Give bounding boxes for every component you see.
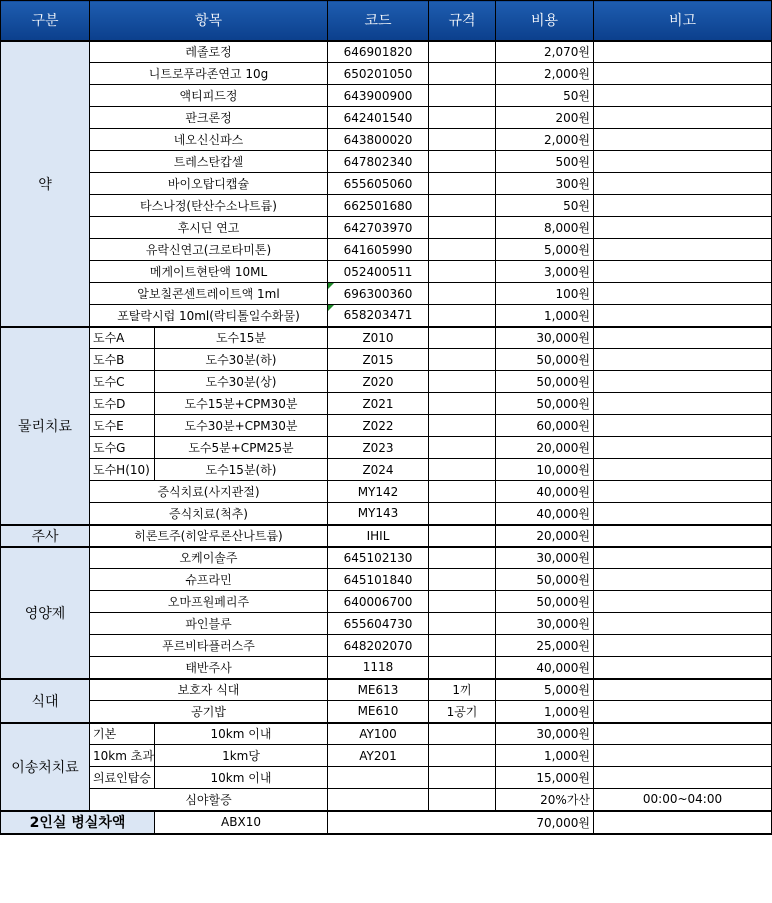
sub-cell: 도수C: [90, 371, 155, 393]
note-cell: [594, 239, 772, 261]
spec-cell: [429, 349, 496, 371]
cost-cell: 15,000원: [496, 767, 594, 789]
code-cell: 647802340: [328, 151, 429, 173]
cost-cell: 20%가산: [496, 789, 594, 811]
category-room: 2인실 병실차액: [1, 811, 155, 834]
spec-cell: [429, 767, 496, 789]
note-cell: [594, 41, 772, 63]
header-spec: 규격: [429, 1, 496, 41]
code-cell: 642703970: [328, 217, 429, 239]
code-cell: 696300360: [328, 283, 429, 305]
cost-cell: 1,000원: [496, 701, 594, 723]
code-cell: 648202070: [328, 635, 429, 657]
item-cell: 10km 이내: [155, 767, 328, 789]
code-cell: Z022: [328, 415, 429, 437]
sub-cell: 도수D: [90, 393, 155, 415]
cost-cell: 2,000원: [496, 63, 594, 85]
spec-cell: [429, 173, 496, 195]
item-cell: 1km당: [155, 745, 328, 767]
table-row: [1, 767, 772, 789]
header-category: 구분: [1, 1, 90, 41]
sub-cell: 도수B: [90, 349, 155, 371]
table-row: [1, 327, 772, 349]
table-row: [1, 789, 772, 811]
code-cell: Z020: [328, 371, 429, 393]
spec-cell: [429, 525, 496, 547]
code-cell: 645101840: [328, 569, 429, 591]
note-cell: [594, 415, 772, 437]
note-cell: [594, 481, 772, 503]
header-item: 항목: [90, 1, 328, 41]
item-cell: 메게이트현탄액 10ML: [90, 261, 328, 283]
note-cell: [594, 525, 772, 547]
code-cell: ME613: [328, 679, 429, 701]
table-row: [1, 613, 772, 635]
spec-cell: [429, 151, 496, 173]
spec-cell: [429, 459, 496, 481]
item-cell: 파인블루: [90, 613, 328, 635]
code-cell: 052400511: [328, 261, 429, 283]
code-cell: Z021: [328, 393, 429, 415]
code-cell: 642401540: [328, 107, 429, 129]
table-row: [1, 217, 772, 239]
cost-cell: 30,000원: [496, 547, 594, 569]
spec-cell: [429, 415, 496, 437]
table-row: [1, 503, 772, 525]
spec-cell: [429, 591, 496, 613]
cost-cell: 50원: [496, 85, 594, 107]
sub-cell: 기본: [90, 723, 155, 745]
cost-cell: 30,000원: [496, 613, 594, 635]
code-cell: [328, 767, 429, 789]
spec-cell: [429, 745, 496, 767]
item-cell: 증식치료(척추): [90, 503, 328, 525]
table-row: [1, 481, 772, 503]
note-cell: 00:00~04:00: [594, 789, 772, 811]
sub-cell: 의료인탑승: [90, 767, 155, 789]
item-cell: 트레스탄캅셀: [90, 151, 328, 173]
spec-cell: [429, 261, 496, 283]
note-cell: [594, 811, 772, 834]
item-cell: 푸르비타플러스주: [90, 635, 328, 657]
item-cell: 증식치료(사지관절): [90, 481, 328, 503]
note-cell: [594, 613, 772, 635]
sub-cell: 도수G: [90, 437, 155, 459]
table-row: [1, 525, 772, 547]
item-cell: 바이오탑디캡슐: [90, 173, 328, 195]
item-cell: 도수15분(하): [155, 459, 328, 481]
table-row: [1, 63, 772, 85]
table-row: [1, 239, 772, 261]
item-cell: 도수30분+CPM30분: [155, 415, 328, 437]
header-cost: 비용: [496, 1, 594, 41]
cost-cell: 1,000원: [496, 305, 594, 327]
item-cell: 도수30분(하): [155, 349, 328, 371]
spec-cell: [429, 437, 496, 459]
note-cell: [594, 503, 772, 525]
item-cell: 네오신신파스: [90, 129, 328, 151]
category-meal: 식대: [1, 679, 90, 723]
cost-cell: 200원: [496, 107, 594, 129]
table-row: [1, 459, 772, 481]
table-row: [1, 261, 772, 283]
code-cell: MY143: [328, 503, 429, 525]
code-cell: 640006700: [328, 591, 429, 613]
cost-cell: 50,000원: [496, 591, 594, 613]
item-cell: 오케이솔주: [90, 547, 328, 569]
note-cell: [594, 547, 772, 569]
table-row: [1, 569, 772, 591]
spec-cell: [429, 657, 496, 679]
code-cell: 643800020: [328, 129, 429, 151]
cost-cell: 5,000원: [496, 679, 594, 701]
category-nutrition: 영양제: [1, 547, 90, 679]
header-note: 비고: [594, 1, 772, 41]
code-cell: 658203471: [328, 305, 429, 327]
table-row: [1, 701, 772, 723]
spec-cell: [429, 481, 496, 503]
item-cell: 도수15분: [155, 327, 328, 349]
cost-cell: 10,000원: [496, 459, 594, 481]
cost-cell: 60,000원: [496, 415, 594, 437]
item-cell: ABX10: [155, 811, 328, 834]
note-cell: [594, 327, 772, 349]
table-row: [1, 591, 772, 613]
code-cell: 655604730: [328, 613, 429, 635]
spec-cell: [429, 283, 496, 305]
spec-cell: [429, 85, 496, 107]
table-row: [1, 85, 772, 107]
spec-cell: [429, 723, 496, 745]
note-cell: [594, 173, 772, 195]
code-cell: Z024: [328, 459, 429, 481]
cost-cell: 2,070원: [496, 41, 594, 63]
table-row: [1, 547, 772, 569]
code-cell: AY100: [328, 723, 429, 745]
item-cell: 도수15분+CPM30분: [155, 393, 328, 415]
code-cell: 645102130: [328, 547, 429, 569]
code-cell: 641605990: [328, 239, 429, 261]
sub-cell: 도수H(10): [90, 459, 155, 481]
cost-cell: 30,000원: [496, 723, 594, 745]
item-cell: 유락신연고(크로타미톤): [90, 239, 328, 261]
item-cell: 타스나정(탄산수소나트륨): [90, 195, 328, 217]
item-cell: 도수5분+CPM25분: [155, 437, 328, 459]
code-cell: 643900900: [328, 85, 429, 107]
note-cell: [594, 217, 772, 239]
table-row: [1, 393, 772, 415]
note-cell: [594, 107, 772, 129]
table-row: [1, 151, 772, 173]
code-cell: Z015: [328, 349, 429, 371]
spec-cell: 1끼: [429, 679, 496, 701]
note-cell: [594, 745, 772, 767]
cost-cell: 30,000원: [496, 327, 594, 349]
note-cell: [594, 635, 772, 657]
note-cell: [594, 151, 772, 173]
cost-cell: 100원: [496, 283, 594, 305]
note-cell: [594, 129, 772, 151]
table-row: [1, 305, 772, 327]
note-cell: [594, 767, 772, 789]
note-cell: [594, 63, 772, 85]
spec-cell: [429, 239, 496, 261]
cost-cell: 50,000원: [496, 393, 594, 415]
table-row: [1, 129, 772, 151]
code-cell: AY201: [328, 745, 429, 767]
sub-cell: 도수E: [90, 415, 155, 437]
item-cell: 레졸로정: [90, 41, 328, 63]
note-cell: [594, 701, 772, 723]
table-row: [1, 679, 772, 701]
table-row: [1, 107, 772, 129]
item-cell: 알보칠콘센트레이트액 1ml: [90, 283, 328, 305]
table-row: [1, 657, 772, 679]
code-cell: [328, 789, 429, 811]
spec-cell: [429, 195, 496, 217]
spec-cell: [429, 217, 496, 239]
spec-cell: [429, 63, 496, 85]
cost-cell: 70,000원: [328, 811, 594, 834]
category-transfer: 이송처치료: [1, 723, 90, 811]
note-cell: [594, 723, 772, 745]
code-cell: ME610: [328, 701, 429, 723]
sub-cell: 10km 초과: [90, 745, 155, 767]
cost-cell: 2,000원: [496, 129, 594, 151]
code-cell: 655605060: [328, 173, 429, 195]
note-cell: [594, 195, 772, 217]
item-cell: 히론트주(히알루론산나트륨): [90, 525, 328, 547]
table-row: [1, 173, 772, 195]
spec-cell: [429, 393, 496, 415]
note-cell: [594, 261, 772, 283]
cost-cell: 40,000원: [496, 503, 594, 525]
table-row: [1, 41, 772, 63]
table-row: [1, 415, 772, 437]
cost-cell: 20,000원: [496, 437, 594, 459]
spec-cell: [429, 613, 496, 635]
item-cell: 포탈락시럽 10ml(락티톨일수화물): [90, 305, 328, 327]
note-cell: [594, 437, 772, 459]
item-cell: 액티피드정: [90, 85, 328, 107]
item-cell: 도수30분(상): [155, 371, 328, 393]
code-cell: 646901820: [328, 41, 429, 63]
table-row: [1, 371, 772, 393]
spec-cell: 1공기: [429, 701, 496, 723]
table-row: [1, 635, 772, 657]
cost-cell: 1,000원: [496, 745, 594, 767]
cost-cell: 25,000원: [496, 635, 594, 657]
table-row: [1, 723, 772, 745]
category-drug: 약: [1, 41, 90, 327]
code-cell: MY142: [328, 481, 429, 503]
table-row: [1, 349, 772, 371]
item-cell: 태반주사: [90, 657, 328, 679]
item-cell: 니트로푸라존연고 10g: [90, 63, 328, 85]
table-row: [1, 195, 772, 217]
spec-cell: [429, 789, 496, 811]
cost-cell: 40,000원: [496, 657, 594, 679]
spec-cell: [429, 327, 496, 349]
cost-cell: 50원: [496, 195, 594, 217]
table-row: [1, 745, 772, 767]
note-cell: [594, 657, 772, 679]
spec-cell: [429, 305, 496, 327]
spec-cell: [429, 569, 496, 591]
category-injection: 주사: [1, 525, 90, 547]
sub-cell: 도수A: [90, 327, 155, 349]
spec-cell: [429, 635, 496, 657]
spec-cell: [429, 41, 496, 63]
item-cell: 보호자 식대: [90, 679, 328, 701]
note-cell: [594, 569, 772, 591]
table-row: [1, 811, 772, 834]
spec-cell: [429, 547, 496, 569]
note-cell: [594, 679, 772, 701]
cost-cell: 50,000원: [496, 371, 594, 393]
item-cell: 오마프원페리주: [90, 591, 328, 613]
spec-cell: [429, 371, 496, 393]
item-cell: 심야할증: [90, 789, 328, 811]
cost-cell: 300원: [496, 173, 594, 195]
note-cell: [594, 591, 772, 613]
cost-cell: 20,000원: [496, 525, 594, 547]
header-code: 코드: [328, 1, 429, 41]
note-cell: [594, 393, 772, 415]
spec-cell: [429, 129, 496, 151]
spec-cell: [429, 107, 496, 129]
note-cell: [594, 349, 772, 371]
category-physio: 물리치료: [1, 327, 90, 525]
item-cell: 판크론정: [90, 107, 328, 129]
cost-cell: 500원: [496, 151, 594, 173]
item-cell: 공기밥: [90, 701, 328, 723]
table-row: [1, 283, 772, 305]
item-cell: 슈프라민: [90, 569, 328, 591]
cost-cell: 5,000원: [496, 239, 594, 261]
note-cell: [594, 305, 772, 327]
code-cell: 662501680: [328, 195, 429, 217]
code-cell: Z023: [328, 437, 429, 459]
note-cell: [594, 283, 772, 305]
note-cell: [594, 85, 772, 107]
cost-cell: 3,000원: [496, 261, 594, 283]
item-cell: 후시딘 연고: [90, 217, 328, 239]
note-cell: [594, 371, 772, 393]
cost-cell: 50,000원: [496, 349, 594, 371]
cost-cell: 50,000원: [496, 569, 594, 591]
code-cell: IHIL: [328, 525, 429, 547]
cost-cell: 8,000원: [496, 217, 594, 239]
table-row: [1, 437, 772, 459]
item-cell: 10km 이내: [155, 723, 328, 745]
code-cell: Z010: [328, 327, 429, 349]
code-cell: 650201050: [328, 63, 429, 85]
code-cell: 1118: [328, 657, 429, 679]
cost-cell: 40,000원: [496, 481, 594, 503]
spec-cell: [429, 503, 496, 525]
note-cell: [594, 459, 772, 481]
